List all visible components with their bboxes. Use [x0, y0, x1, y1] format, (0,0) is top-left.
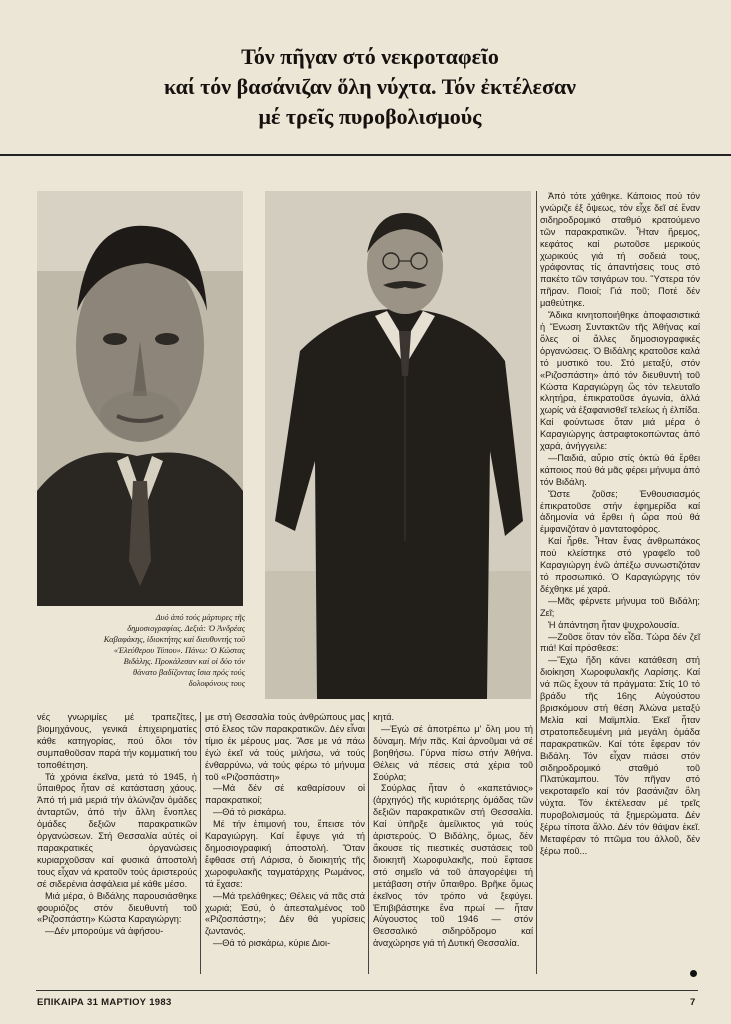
paragraph: Ὥστε ζοῦσε; Ἐνθουσιασμός ἐπικρατοῦσε στήν ἐφημερίδα καί ἀδημονία νά ἔρθει ἡ ὥρα πού θά ἐμφανιζόταν ὁ μαντατοφόρος. — [540, 488, 700, 535]
paragraph: —Θά τό ρισκάρω, κύριε Διοι- — [213, 938, 331, 949]
paragraph: —Μά δέν σέ καθαρίσουν οἱ παρακρατικοί; — [205, 783, 365, 806]
bottom-column-2 — [205, 712, 365, 950]
paragraph: κητά. — [373, 712, 395, 722]
headline-line-2: καί τόν βασάνιζαν ὅλη νύχτα. Τόν ἐκτέλεσαν — [163, 74, 577, 99]
column-divider — [536, 191, 537, 974]
paragraph: Μέ τήν ἐπιμονή του, ἔπεισε τόν Καραγιώργη. Καί ἔφυγε γιά τή δημοσιογραφική ἀποστολή. Ὅταν ἔφθασε στή Λάρισα, ὁ διοικητής τῆς χωροφυλακῆς ταγματάρχης Ρωμάνος, τά ἔχασε: — [205, 819, 365, 889]
paragraph: Ἀπό τότε χάθηκε. Κάποιος πού τόν γνώριζε ἐξ ὄψεως, τόν εἶχε δεῖ σέ ἕναν σιδηροδρομικό σταθμό κρατούμενο τῶν παρακρατικῶν. Ἦταν ἥρεμος, κεφάτος καί ρωτοῦσε μερικούς χωρικούς γιά τή σοδειά τους, γράφοντας τίς ἀπαντήσεις τους στό πακέτο τῶν τσιγάρων του. Ὕστερα τόν πῆραν. Ποιοί; Γιά ποῦ; Ποτέ δέν μαθεύτηκε. — [540, 191, 700, 309]
paragraph: —Δέν μπορούμε νά ἀφήσου- — [45, 926, 164, 937]
portrait-photo-vidalis — [37, 191, 243, 606]
headline-line-1: Τόν πῆγαν στό νεκροταφεῖο — [241, 44, 499, 69]
paragraph: —Παιδιά, αὔριο στίς ὀκτώ θά ἔρθει κάποιος πού θά μᾶς φέρει μήνυμα ἀπό τόν Βιδάλη. — [540, 452, 700, 487]
paragraph: —Ζοῦσε ὅταν τόν εἶδα. Τώρα δέν ζεῖ πιά! Καί πρόσθεσε: — [540, 631, 700, 654]
column-divider — [200, 712, 201, 974]
paragraph: —Μᾶς φέρνετε μήνυμα τοῦ Βιδάλη; Ζεῖ; — [540, 595, 700, 618]
paragraph: Ἡ ἀπάντηση ἦταν ψυχρολουσία. — [548, 619, 680, 630]
bottom-column-3 — [373, 712, 533, 950]
end-mark-icon — [690, 970, 697, 977]
paragraph: Μιά μέρα, ὁ Βιδάλης παρουσιάσθηκε φουριόζος στόν διευθυντή τοῦ «Ριζοσπάστη» Κώστα Καραγιώργη: — [37, 890, 197, 925]
paragraph: Τά χρόνια ἐκεῖνα, μετά τό 1945, ἡ ὕπαιθρος ἦταν σέ κατάσταση χάους. Ἀπό τή μιά μεριά τήν ἀλώνιζαν ὁμάδες ἀνταρτῶν, ἀπό τήν ἄλλη ἔνοπλες ὁμάδες δεξιῶν παρακρατικῶν ὀργανώσεων. Στή Θεσσαλία αὐτές οἱ παρακρατικές ὀργανώσεις κυριαρχοῦσαν καί φυσικά ἀποστολή τους εἶχαν νά κρατοῦν τούς ἀριστερούς σέ σιδερένια ἀσφάλεια μέ κάθε μέσο. — [37, 771, 197, 889]
page-number: 7 — [690, 997, 696, 1008]
paragraph: νές γνωριμίες μέ τραπεζίτες, βιομηχάνους, γενικά ἐπιχειρηματίες κάθε κατηγορίας, πού ὅλοι τόν συμπαθοῦσαν παρά τήν κομματική του τοποθέτηση. — [37, 712, 197, 770]
paragraph: με στή Θεσσαλία τούς ἀνθρώπους μας στό ἔλεος τῶν παρακρατικῶν. Δέν εἶναι τίμιο ἐκ μέρους μας. Ἄσε με νά πάω ἐγώ ἐκεῖ νά τούς μιλήσω, νά τούς ἐνθαρρύνω, νά τούς φέρω τό μήνυμα τοῦ «Ριζοσπάστη» — [205, 712, 365, 782]
headline — [60, 42, 680, 132]
paragraph: Καί ἦρθε. Ἦταν ἕνας ἀνθρωπάκος πού κλείστηκε στό γραφεῖο τοῦ Καραγιώργη ἐνῶ ἀπέξω συνωστιζόταν τό προσωπικό. Ὁ Καραγιώργης τόν δέχθηκε μέ χαρά. — [540, 536, 700, 594]
standing-photo-kavafakis — [265, 191, 531, 699]
top-rule — [0, 154, 731, 156]
paragraph: —Ἐγώ σέ ἀποτρέπω μ' ὅλη μου τή δύναμη. Μήν πᾶς. Καί ἀρνοῦμαι νά σέ βοηθήσω. Γύρνα πίσω στήν Ἀθήνα. Θέλεις νά πέσεις στά χέρια τοῦ Σούρλα; — [373, 723, 533, 782]
paragraph: —Θά τό ρισκάρω. — [213, 807, 287, 818]
paragraph: Ἄδικα κινητοποιήθηκε ἀποφασιστικά ἡ Ἕνωση Συντακτῶν τῆς Ἀθήνας καί ὅλες οἱ ἄλλες δημοσιογραφικές ὀργανώσεις. Ὁ Βιδάλης κρατοῦσε καλά τό μυστικό του. Στό μεταξύ, στόν «Ριζοσπάστη» ἀπό τόν διευθυντή τοῦ Κώστα Καραγιώργη ὥς τόν τελευταῖο κλητήρα, ἐπικρατοῦσε ἀγωνία, ἀλλά χωρίς νά ἐξαφανισθεῖ τελείως ἡ ἐλπίδα. Καί φούντωσε ὅταν μιά μέρα ὁ Καραγιώργης ἀστραφτοκοπώντας ἀπό χαρά, ἀνήγγειλε: — [540, 310, 700, 452]
column-divider — [368, 712, 369, 974]
headline-line-3: μέ τρεῖς πυροβολισμούς — [258, 104, 482, 129]
footer-publication-date: ΕΠΙΚΑΙΡΑ 31 ΜΑΡΤΙΟΥ 1983 — [37, 997, 172, 1008]
bottom-column-1 — [37, 712, 197, 938]
photo-caption: Δυό ἀπό τούς μάρτυρες τῆς δημοσιογραφίας. Δεξιά: Ὁ Ἀνδρέας Καβαφάκης, ἰδιοκτήτης καί διευθυντής τοῦ «Ἐλεύθερου Τύπου». Πάνω: Ὁ Κώστας Βιδάλης. Προκάλεσαν καί οἱ δύο τόν θάνατο βαδίζοντας ἴσια πρός τούς δολοφόνους τους — [103, 613, 245, 688]
paragraph: —Μά τρελάθηκες; Θέλεις νά πᾶς στά χωριά; Ἐσύ, ὁ ἀπεσταλμένος τοῦ «Ριζοσπάστη»; Δέν θά γυρίσεις ζωντανός. — [205, 890, 365, 937]
paragraph: Σούρλας ἦταν ὁ «καπετάνιος» (ἀρχηγός) τῆς κυριότερης ὁμάδας τῶν δεξιῶν παρακρατικῶν στή Θεσσαλία. Καί ὑπῆρξε ἀμείλικτος γιά τούς ἀριστερούς. Ὁ Βιδάλης, ὅμως, δέν ἄκουσε τίς πιεστικές συστάσεις τοῦ διοικητῆ Χωροφυλακῆς, πού ἔφτασε στό σημεῖο νά τοῦ ἀπαγορέψει τή μετάβαση στήν ὕπαιθρο. Βρῆκε ὅμως ἐκεῖνος τόν τρόπο νά ξεφύγει. Ἐπιβιβάστηκε ἕνα πρωί — ἦταν Αὐγουστος τοῦ 1946 — στόν Θεσσαλικό σιδηρόδρομο καί ἀναχώρησε γιά τή Δυτική Θεσσαλία. — [373, 783, 533, 949]
footer-rule — [36, 990, 698, 991]
right-column — [540, 191, 700, 858]
paragraph: —Ἔχω ἤδη κάνει κατάθεση στή διοίκηση Χωροφυλακῆς Λαρίσης. Καί νά πῶς ἔχουν τά πράγματα: Στίς 10 τό βράδυ τῆς 16ης Αὐγούστου βρισκόμουν στή θέση Ἀλώνα μεταξύ Μελία καί Μαϊμπλία. Ἐκεῖ ἦταν στρατοπεδευμένη μιά μεγάλη ὁμάδα παρακρατικῶν. Καί τότε ἔφεραν τόν Βιδάλη. Τόν εἶχαν πιάσει στόν σιδηροδρομικό σταθμό τοῦ Πλατύκαμπου. Τόν πῆγαν στό νεκροταφεῖο καί τόν βασάνιζαν ὅλη νύχτα. Τόν ἐκτέλεσαν μέ τρεῖς πυροβολισμούς τά ξημερώματα. Δέν ξέρω τίποτα ἄλλο. Δέν τόν θάψαν ἐκεῖ. Μεταφέραν τό πτῶμα του ἀλλοῦ, δέν ξέρω ποῦ... — [540, 655, 700, 856]
